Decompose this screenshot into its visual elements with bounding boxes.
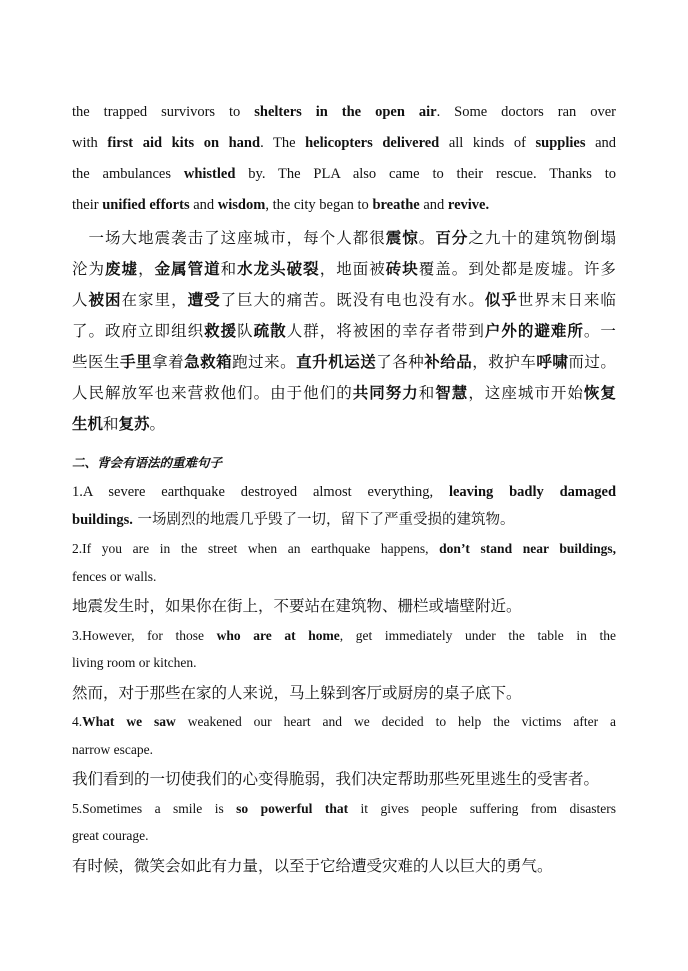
key-phrase: 水龙头破裂 [237, 260, 320, 278]
text: 3.However, for those [72, 628, 217, 643]
key-phrase: 手里 [120, 353, 153, 371]
key-phrase: 似乎 [484, 291, 518, 309]
sentence-4-translation: 我们看到的一切使我们的心变得脆弱，我们决定帮助那些死里逃生的受害者。 [72, 770, 600, 788]
chinese-paragraph-line-1 [72, 227, 616, 249]
key-phrase: whistled [183, 166, 236, 182]
key-phrase: What we saw [82, 714, 176, 729]
sentence-3-en-line-1 [72, 627, 616, 645]
key-phrase: 复苏 [118, 415, 150, 433]
key-phrase: 救援 [204, 322, 238, 340]
english-paragraph-line-1 [72, 102, 616, 122]
text: , get immediately under the table in the [339, 628, 616, 643]
key-phrase: 震惊 [385, 229, 419, 247]
text: ， [138, 260, 155, 278]
key-phrase: 户外的避难所 [484, 322, 584, 340]
text: 覆盖。到处都是废墟。许多 [418, 260, 616, 278]
text: 些医生 [72, 353, 121, 371]
key-phrase: 呼啸 [536, 353, 569, 371]
text: the ambulances [72, 166, 184, 182]
chinese-paragraph-line-6 [72, 382, 616, 404]
text: 人 [72, 291, 89, 309]
text: 之九十的建筑物倒塌 [468, 229, 616, 247]
text: 人民解放军也来营救他们。由于他们的 [72, 384, 353, 402]
key-phrase: 废墟 [105, 260, 139, 278]
sentence-5-translation: 有时候，微笑会如此有力量，以至于它给遭受灾难的人以巨大的勇气。 [72, 857, 553, 875]
text: , the city began to [265, 197, 373, 213]
key-phrase: helicopters delivered [305, 135, 440, 151]
text: 跑过来。 [232, 353, 297, 371]
english-paragraph-line-3 [72, 164, 616, 184]
key-phrase: 疏散 [253, 322, 287, 340]
text: 拿着 [152, 353, 185, 371]
sentence-1-en-line-2 [72, 510, 616, 530]
sentence-4-en-line-1 [72, 713, 616, 731]
chinese-paragraph-line-5 [72, 351, 616, 373]
text: 和 [103, 415, 119, 433]
key-phrase: that [324, 801, 349, 816]
text: 5.Sometimes a smile is [72, 801, 237, 816]
text: 了。政府立即组织 [72, 322, 205, 340]
key-phrase: first aid kits on hand [107, 135, 261, 151]
key-phrase: breathe [372, 197, 420, 213]
text: 。 [418, 229, 436, 247]
key-phrase: so powerful [236, 801, 313, 816]
text: 和 [220, 260, 238, 278]
text: ，这座城市开始 [468, 384, 584, 402]
chinese-paragraph-line-2 [72, 258, 616, 280]
key-phrase: 智慧 [435, 384, 469, 402]
text: 而过。 [568, 353, 616, 371]
key-phrase: 百分 [435, 229, 469, 247]
chinese-paragraph-line-4 [72, 320, 616, 342]
sentence-5-en-line-2: great courage. [72, 828, 149, 843]
text [312, 801, 324, 816]
section-heading: 二、背会有语法的重难句子 [72, 455, 223, 470]
key-phrase: supplies [535, 135, 586, 151]
text: by. The PLA also came to their rescue. Thanks to [235, 166, 616, 182]
text: 和 [418, 384, 436, 402]
chinese-paragraph-line-3 [72, 289, 616, 311]
text: 一场大地震袭击了这座城市，每个人都很 [72, 229, 386, 247]
key-phrase: 直升机运送 [296, 353, 377, 371]
sentence-2-en-line-2: fences or walls. [72, 569, 157, 584]
key-phrase: shelters in the open air [254, 104, 437, 120]
chinese-paragraph-line-7 [72, 413, 616, 435]
sentence-5-en-line-1 [72, 800, 616, 818]
text: 2.If you are in the street when an earthquake happens, [72, 541, 440, 556]
text: . Some doctors ran over [436, 104, 616, 120]
text: their [72, 197, 103, 213]
key-phrase: 恢复 [583, 384, 616, 402]
text: it gives people suffering from disasters [348, 801, 616, 816]
text: and [189, 197, 218, 213]
text: weakened our heart and we decided to help the victims after a [175, 714, 617, 729]
sentence-3-en-line-2: living room or kitchen. [72, 655, 197, 670]
text: 了各种 [376, 353, 425, 371]
text: 沦为 [72, 260, 106, 278]
text: ，救护车 [472, 353, 537, 371]
text: 世界末日来临 [517, 291, 616, 309]
key-phrase: 遭受 [187, 291, 221, 309]
text: 队 [237, 322, 254, 340]
key-phrase: 金属管道 [154, 260, 221, 278]
sentence-3-translation: 然而，对于那些在家的人来说，马上躲到客厅或厨房的桌子底下。 [72, 684, 522, 702]
key-phrase: buildings. [72, 512, 133, 528]
text: ，地面被 [319, 260, 386, 278]
text: 人群，将被困的幸存者带到 [286, 322, 485, 340]
key-phrase: 被困 [88, 291, 122, 309]
key-phrase: revive. [447, 197, 490, 213]
sentence-2-translation: 地震发生时，如果你在街上，不要站在建筑物、栅栏或墙壁附近。 [72, 597, 522, 615]
sentence-4-en-line-2: narrow escape. [72, 742, 153, 757]
sentence-1-translation: 一场剧烈的地震几乎毁了一切，留下了严重受损的建筑物。 [132, 512, 515, 528]
key-phrase: 生机 [72, 415, 104, 433]
text: 在家里， [121, 291, 188, 309]
text: the trapped survivors to [72, 104, 255, 120]
text: 。一 [583, 322, 616, 340]
text: and [585, 135, 617, 151]
key-phrase: 砖块 [385, 260, 419, 278]
text: all kinds of [439, 135, 536, 151]
text: 1.A severe earthquake destroyed almost everything, [72, 484, 449, 500]
text: with [72, 135, 108, 151]
text: 了巨大的痛苦。既没有电也没有水。 [220, 291, 485, 309]
sentence-2-en-line-1 [72, 540, 616, 558]
text: and [419, 197, 448, 213]
text: . The [260, 135, 306, 151]
key-phrase: unified efforts [102, 197, 190, 213]
key-phrase: wisdom [217, 197, 266, 213]
key-phrase: 补给品 [424, 353, 473, 371]
text: 4. [72, 714, 83, 729]
key-phrase: 急救箱 [184, 353, 233, 371]
english-paragraph-line-4 [72, 195, 616, 215]
key-phrase: don’t stand near buildings, [439, 541, 616, 556]
key-phrase: who are at home [216, 628, 340, 643]
text: 。 [149, 415, 166, 433]
key-phrase: leaving badly damaged [448, 484, 617, 500]
english-paragraph-line-2 [72, 133, 616, 153]
sentence-1-en-line-1 [72, 482, 616, 502]
key-phrase: 共同努力 [352, 384, 419, 402]
